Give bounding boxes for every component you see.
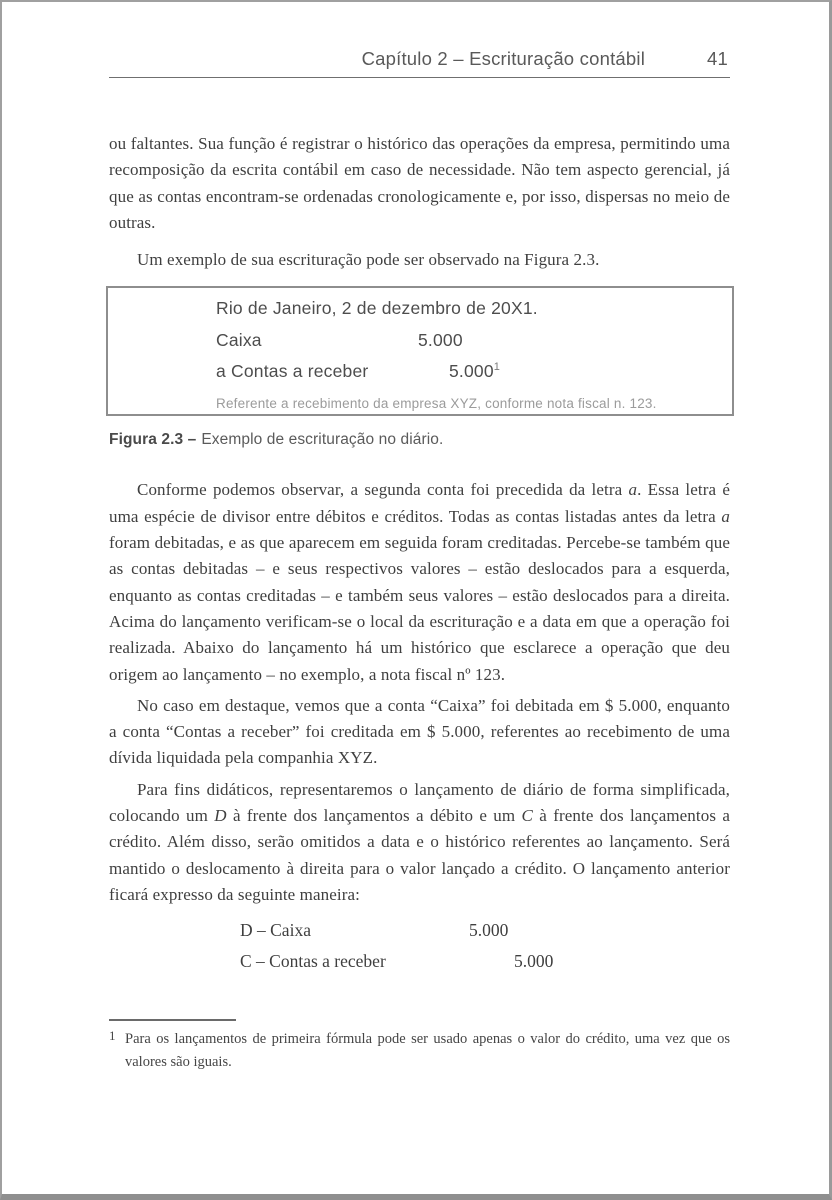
italic-letter-d: D [214, 806, 227, 826]
paragraph-intro: ou faltantes. Sua função é registrar o histórico das operações da empresa, permitindo uma recomposição da escrita contábil em caso de necessidade. Não tem aspecto gerencial, já que as contas encontram-se ordenadas cronologicamente e, por isso, dispersas no meio de outras. [109, 134, 730, 232]
figure-caption [109, 431, 730, 449]
journal-debit-value: 5.000 [418, 330, 463, 351]
footnote-text: Para os lançamentos de primeira fórmula pode ser usado apenas o valor do crédito, uma vez que os valores são iguais. [125, 1031, 730, 1070]
journal-place-date: Rio de Janeiro, 2 de dezembro de 20X1. [216, 298, 538, 319]
chapter-title: Capítulo 2 – Escrituração contábil [361, 48, 646, 69]
simplified-debit-row [109, 918, 730, 942]
simplified-credit-row [109, 949, 730, 973]
figure-caption-text: Exemplo de escrituração no diário. [201, 431, 444, 449]
paragraph-didactic [109, 777, 730, 908]
paragraph-didactic-text: à frente dos lançamentos a crédito. Além disso, serão omitidos a data e o histórico referentes ao lançamento. Será mantido o deslocamento à direita para o valor lançado a crédito. O lançamento anterior ficará expresso da seguinte maneira: [109, 806, 730, 904]
paragraph-case-description: No caso em destaque, vemos que a conta “Caixa” foi debitada em $ 5.000, enquanto a conta “Contas a receber” foi creditada em $ 5.000, referentes ao recebimento de uma dívida liquidada pela companhia XYZ. [109, 695, 730, 768]
simplified-debit-label: D – Caixa [240, 920, 311, 941]
simplified-credit-value: 5.000 [514, 951, 554, 972]
journal-debit-row [216, 329, 712, 351]
journal-debit-account: Caixa [216, 330, 262, 351]
journal-credit-amount: 5.000 [449, 361, 494, 382]
italic-letter-c: C [521, 806, 533, 826]
paragraph-explanation-text: . Essa letra é uma espécie de divisor entre débitos e créditos. Todas as contas listadas antes da letra [109, 480, 730, 526]
italic-letter-a: a [721, 506, 730, 526]
footnote-reference-superscript: 1 [493, 361, 501, 374]
page-content [109, 2, 730, 1073]
paragraph-explanation-text: Conforme podemos observar, a segunda conta foi precedida da letra [137, 480, 629, 500]
journal-credit-value [449, 360, 500, 382]
journal-credit-row [216, 360, 712, 382]
figure-caption-label: Figura 2.3 – [109, 431, 197, 449]
simplified-credit-label: C – Contas a receber [240, 951, 386, 972]
journal-entry-box [106, 286, 734, 416]
footnote [109, 1028, 730, 1073]
paragraph-explanation-text: foram debitadas, e as que aparecem em seguida foram creditadas. Percebe-se também que as contas debitadas – e seus respectivos valores – estão deslocados para a esquerda, enquanto as contas creditadas – e também seus valores – estão deslocados para a direita. Acima do lançamento verificam-se o local da escrituração e a data em que a operação foi realizada. Abaixo do lançamento há um histórico que esclarece a operação que deu origem ao lançamento – no exemplo, a nota fiscal nº 123. [109, 533, 730, 684]
journal-history-note: Referente a recebimento da empresa XYZ, conforme nota fiscal n. 123. [216, 396, 657, 412]
simplified-entry [109, 918, 730, 973]
journal-credit-account: a Contas a receber [216, 361, 369, 382]
running-header [109, 48, 730, 78]
italic-letter-a: a [628, 480, 638, 500]
footnote-divider-rule [109, 1019, 236, 1021]
footnote-marker: 1 [109, 1028, 116, 1044]
page-number: 41 [707, 48, 728, 69]
simplified-debit-value: 5.000 [469, 920, 509, 941]
paragraph-explanation [109, 477, 730, 687]
paragraph-didactic-text: à frente dos lançamentos a débito e um [226, 806, 522, 826]
paragraph-didactic-text: Para fins didáticos, representaremos o lançamento de diário de forma simplificada, colocando um [109, 779, 730, 826]
paragraph-figure-reference: Um exemplo de sua escrituração pode ser observado na Figura 2.3. [137, 250, 600, 270]
